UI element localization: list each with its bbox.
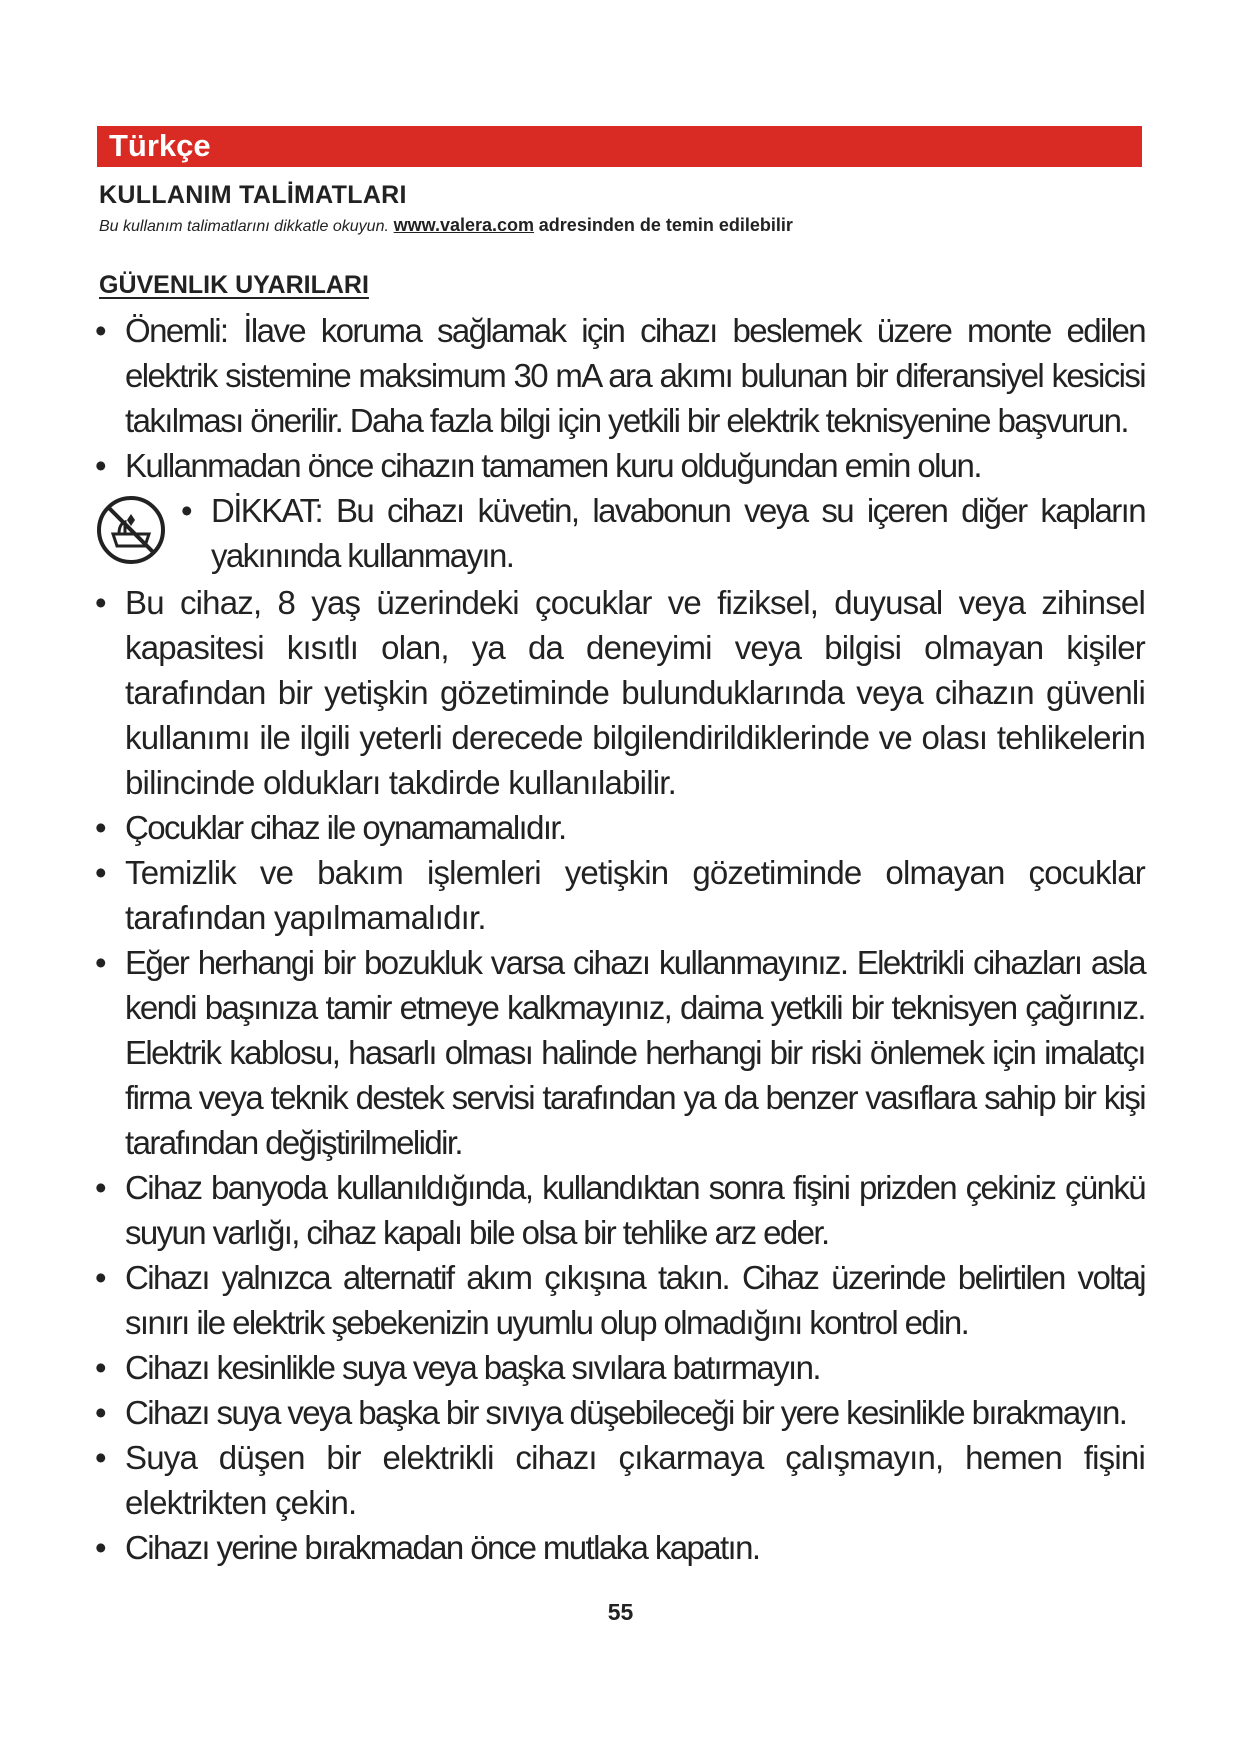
- website-link[interactable]: www.valera.com: [393, 215, 535, 235]
- warning-text: Temizlik ve bakım işlemleri yetişkin gözetiminde olmayan çocuklar tarafından yapılmamalıdır.: [125, 854, 1145, 936]
- warning-text: Bu cihaz, 8 yaş üzerindeki çocuklar ve fiziksel, duyusal veya zihinsel kapasitesi kısıtlı olan, ya da deneyimi veya bilgisi olmayan kişiler tarafından bir yetişkin gözetiminde bulunduklarında veya cihazın güvenli kullanımı ile ilgili yeterli derecede bilgilendirildiklerinde ve olası tehlikelerin bilincinde oldukları takdirde kullanılabilir.: [125, 584, 1145, 801]
- bullet-marker: •: [95, 854, 106, 891]
- warning-item-caution: [95, 488, 1145, 580]
- document-title: KULLANIM TALİMATLARI: [99, 181, 407, 209]
- language-label: Türkçe: [109, 128, 211, 163]
- warning-text: DİKKAT: Bu cihazı küvetin, lavabonun veya su içeren diğer kapların yakınında kullanmayın.: [211, 492, 1145, 574]
- warning-item: [95, 1390, 1145, 1435]
- bullet-marker: •: [95, 1259, 105, 1296]
- language-bar: [97, 126, 1142, 167]
- warning-item: [95, 443, 1145, 488]
- warning-text: Eğer herhangi bir bozukluk varsa cihazı kullanmayınız. Elektrikli cihazları asla kendi başınıza tamir etmeye kalkmayınız, daima yetkili bir teknisyen çağırınız. Elektrik kablosu, hasarlı olması halinde herhangi bir riski önlemek için imalatçı firma veya teknik destek servisi tarafından ya da benzer vasıflara sahip bir kişi tarafından değiştirilmelidir.: [125, 944, 1145, 1161]
- bullet-marker: •: [95, 1169, 105, 1206]
- warning-text: Önemli: İlave koruma sağlamak için cihazı beslemek üzere monte edilen elektrik sistemine maksimum 30 mA ara akımı bulunan bir diferansiyel kesicisi takılması önerilir. Daha fazla bilgi için yetkili bir elektrik teknisyenine başvurun.: [125, 312, 1145, 439]
- bullet-marker: •: [95, 1394, 105, 1431]
- warning-text: Cihazı suya veya başka bir sıvıya düşebileceği bir yere kesinlikle bırakmayın.: [125, 1394, 1127, 1431]
- warning-item: [95, 308, 1145, 443]
- warning-text: Cihaz banyoda kullanıldığında, kullandıktan sonra fişini prizden çekiniz çünkü suyun varlığı, cihaz kapalı bile olsa bir tehlike arz eder.: [125, 1169, 1145, 1251]
- no-bathtub-icon: [95, 494, 167, 566]
- warning-text: Cihazı kesinlikle suya veya başka sıvılara batırmayın.: [125, 1349, 820, 1386]
- subtitle-instruction: Bu kullanım talimatlarını dikkatle okuyun.: [99, 218, 389, 235]
- warning-item: [95, 850, 1145, 940]
- warning-item: [95, 1165, 1145, 1255]
- bullet-marker: •: [95, 312, 105, 349]
- warning-item: [95, 1345, 1145, 1390]
- warning-item: [95, 1525, 1145, 1570]
- section-heading: GÜVENLIK UYARILARI: [99, 271, 369, 299]
- bullet-marker: •: [95, 944, 105, 981]
- warning-text: Cihazı yerine bırakmadan önce mutlaka kapatın.: [125, 1529, 760, 1566]
- subtitle-availability: adresinden de temin edilebilir: [538, 215, 793, 235]
- warning-item: [95, 805, 1145, 850]
- bullet-marker: •: [95, 1349, 105, 1386]
- bullet-marker: •: [95, 809, 105, 846]
- warning-text: Çocuklar cihaz ile oynamamalıdır.: [125, 809, 566, 846]
- bullet-marker: •: [95, 584, 106, 621]
- warning-text: Kullanmadan önce cihazın tamamen kuru olduğundan emin olun.: [125, 447, 981, 484]
- subtitle: [99, 214, 793, 238]
- bullet-marker: •: [95, 1439, 106, 1476]
- bullet-marker: •: [95, 1529, 105, 1566]
- warning-item: [95, 1435, 1145, 1525]
- page-number: 55: [607, 1599, 634, 1625]
- warning-item: [95, 580, 1145, 805]
- warning-text: Cihazı yalnızca alternatif akım çıkışına takın. Cihaz üzerinde belirtilen voltaj sınırı ile elektrik şebekenizin uyumlu olup olmadığını kontrol edin.: [125, 1259, 1145, 1341]
- warning-item: [95, 940, 1145, 1165]
- bullet-marker: •: [95, 447, 105, 484]
- bullet-marker: •: [181, 492, 191, 529]
- warning-item: [95, 1255, 1145, 1345]
- safety-warning-list: [95, 308, 1145, 1570]
- warning-text: Suya düşen bir elektrikli cihazı çıkarmaya çalışmayın, hemen fişini elektrikten çekin.: [125, 1439, 1145, 1521]
